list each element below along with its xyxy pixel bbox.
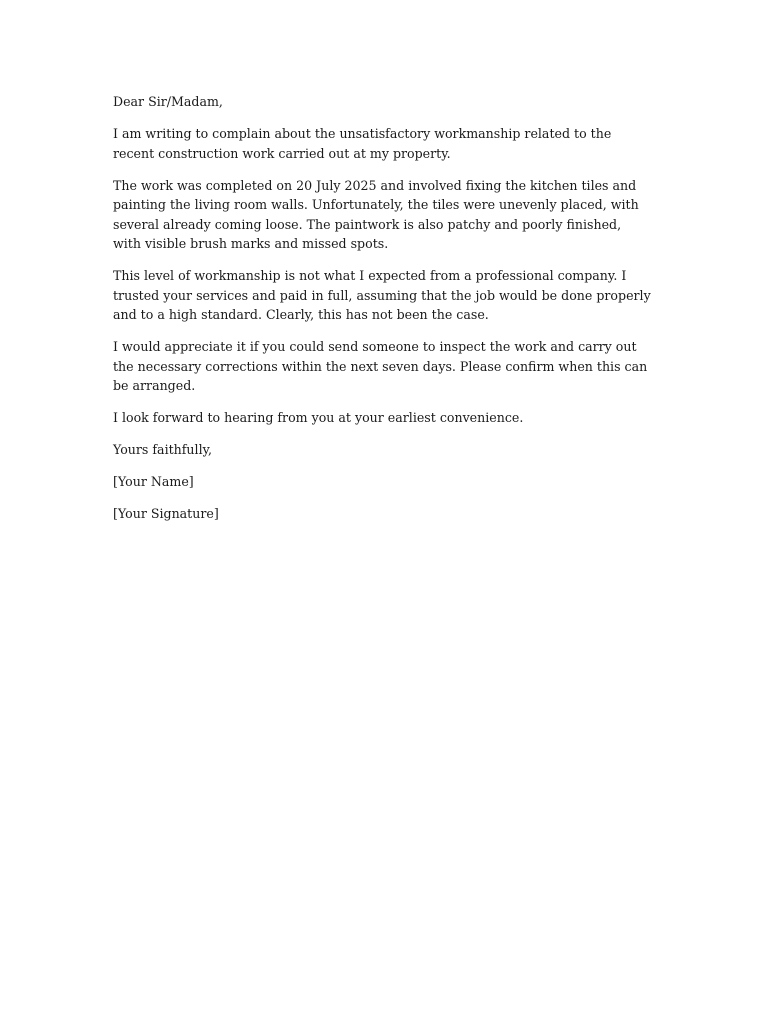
paragraph-details: The work was completed on 20 July 2025 and involved fixing the kitchen tiles and painting the living room walls. Unfortunately, the tiles were unevenly placed, with several already coming loose. The paintwork is also patchy and poorly finished, with visible brush marks and missed spots.: [113, 177, 639, 251]
closing: Yours faithfully,: [113, 442, 213, 457]
letter-body: [113, 92, 653, 536]
signature-placeholder: [Your Signature]: [113, 506, 219, 521]
salutation: Dear Sir/Madam,: [113, 94, 223, 109]
paragraph-expectation: This level of workmanship is not what I expected from a professional company. I trusted your services and paid in full, assuming that the job would be done properly and to a high standard. Clearly, this has not been the case.: [113, 268, 651, 322]
paragraph-intro: I am writing to complain about the unsatisfactory workmanship related to the recent construction work carried out at my property.: [113, 126, 612, 161]
paragraph-closing-remark: I look forward to hearing from you at your earliest convenience.: [113, 410, 524, 425]
name-placeholder: [Your Name]: [113, 474, 194, 489]
paragraph-request: I would appreciate it if you could send someone to inspect the work and carry out the necessary corrections within the next seven days. Please confirm when this can be arranged.: [113, 339, 648, 393]
